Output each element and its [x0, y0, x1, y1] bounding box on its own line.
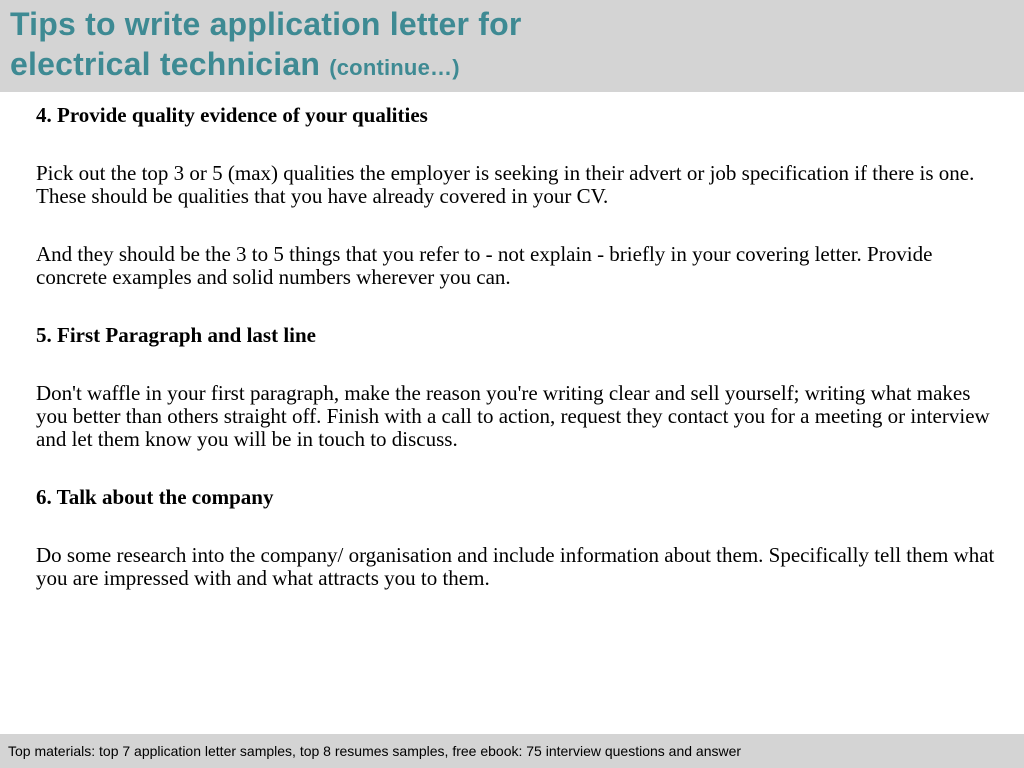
slide-content	[36, 104, 996, 625]
section-5	[36, 324, 996, 451]
title-suffix: (continue…)	[329, 55, 460, 80]
section-6-heading: 6. Talk about the company	[36, 485, 274, 509]
title-line-2: electrical technician	[10, 46, 321, 82]
section-4-heading: 4. Provide quality evidence of your qualities	[36, 103, 428, 127]
section-4-paragraph-1: Pick out the top 3 or 5 (max) qualities the employer is seeking in their advert or job specification if there is one. These should be qualities that you have already covered in your CV.	[36, 161, 975, 208]
footer-text: Top materials: top 7 application letter samples, top 8 resumes samples, free ebook: 75 interview questions and answer	[8, 743, 742, 759]
section-5-paragraph-1: Don't waffle in your first paragraph, make the reason you're writing clear and sell yourself; writing what makes you better than others straight off. Finish with a call to action, request they contact you for a meeting or interview and let them know you will be in touch to discuss.	[36, 381, 990, 451]
section-6-paragraph-1: Do some research into the company/ organisation and include information about them. Specifically tell them what you are impressed with and what attracts you to them.	[36, 543, 995, 590]
slide-title	[10, 4, 522, 88]
section-5-heading: 5. First Paragraph and last line	[36, 323, 317, 347]
title-bar	[0, 0, 1024, 92]
title-line-1: Tips to write application letter for	[10, 6, 522, 42]
section-6	[36, 486, 996, 590]
footer-bar	[0, 734, 1024, 768]
section-4-paragraph-2: And they should be the 3 to 5 things that you refer to - not explain - briefly in your covering letter. Provide concrete examples and solid numbers wherever you can.	[36, 242, 933, 289]
section-4	[36, 104, 996, 289]
